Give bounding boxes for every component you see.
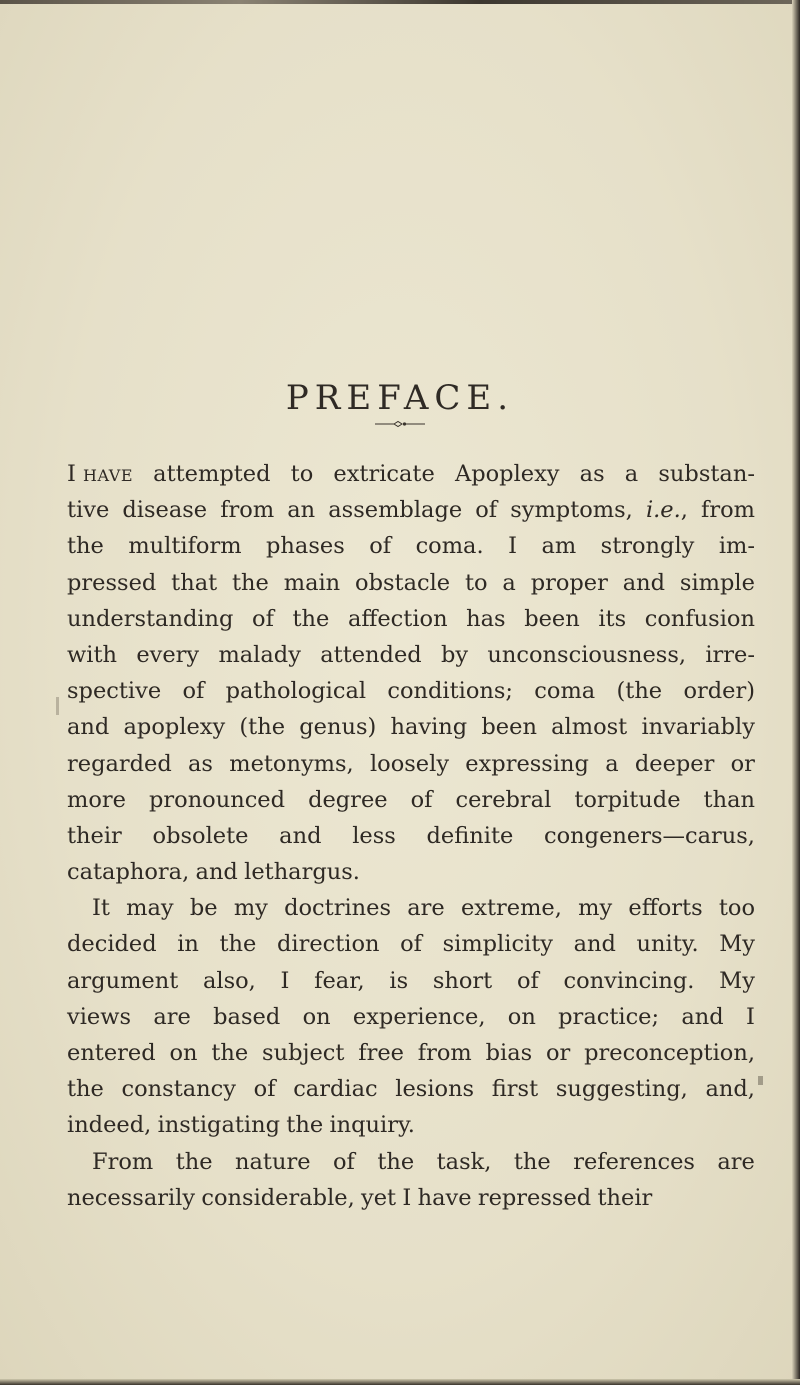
word: im- bbox=[718, 533, 755, 560]
word: conditions; bbox=[387, 678, 513, 705]
word: (the bbox=[239, 714, 286, 741]
text-line bbox=[67, 963, 755, 999]
word: be bbox=[189, 895, 218, 922]
page-top-edge bbox=[0, 0, 800, 4]
word: are bbox=[153, 1003, 191, 1030]
word: based bbox=[213, 1003, 281, 1030]
word: cataphora, bbox=[67, 859, 190, 886]
word: invariably bbox=[641, 714, 755, 741]
word: proper bbox=[530, 569, 608, 596]
word: and bbox=[622, 569, 666, 596]
word: and bbox=[279, 822, 322, 849]
word: the bbox=[175, 1148, 213, 1175]
text-line bbox=[67, 637, 755, 673]
word: been bbox=[481, 714, 537, 741]
word: of bbox=[400, 931, 422, 958]
word: multiform bbox=[128, 533, 242, 560]
word: cerebral bbox=[455, 786, 552, 813]
word: and, bbox=[705, 1076, 755, 1103]
word: congeners—carus, bbox=[544, 822, 755, 849]
opening-words bbox=[67, 456, 133, 492]
word: of bbox=[253, 1076, 276, 1103]
word: on bbox=[302, 1003, 331, 1030]
text-line bbox=[67, 1180, 755, 1216]
word: bias bbox=[485, 1040, 533, 1066]
word: my bbox=[233, 895, 268, 922]
word: from bbox=[417, 1040, 472, 1066]
word: attempted bbox=[153, 461, 271, 487]
word: argument bbox=[67, 967, 179, 994]
word: that bbox=[171, 569, 218, 596]
word: their bbox=[597, 1184, 653, 1211]
word: I bbox=[508, 533, 517, 560]
word: My bbox=[719, 931, 755, 958]
word: am bbox=[541, 533, 577, 560]
word: more bbox=[67, 786, 126, 813]
text-line bbox=[67, 1035, 755, 1071]
word: deeper bbox=[634, 750, 715, 777]
word: and bbox=[681, 1003, 724, 1030]
word: preconception, bbox=[584, 1040, 755, 1066]
initial-letter: I bbox=[67, 461, 84, 487]
word: the bbox=[292, 605, 330, 632]
word: a bbox=[624, 461, 639, 487]
word: subject bbox=[262, 1040, 345, 1066]
word: or bbox=[730, 750, 755, 777]
word: by bbox=[440, 641, 469, 668]
word: of bbox=[410, 786, 433, 813]
word: as bbox=[188, 750, 213, 777]
text-line bbox=[67, 926, 755, 962]
word: fear, bbox=[314, 967, 365, 994]
word: malady bbox=[218, 641, 301, 668]
word: entered bbox=[67, 1040, 156, 1066]
word: less bbox=[352, 822, 396, 849]
text-line bbox=[67, 528, 755, 564]
word: confusion bbox=[644, 605, 755, 632]
word: of bbox=[369, 533, 392, 560]
word: is bbox=[389, 967, 409, 994]
word: repressed bbox=[477, 1184, 592, 1211]
word: first bbox=[491, 1076, 539, 1103]
word: obstacle bbox=[355, 569, 451, 596]
word: every bbox=[136, 641, 200, 668]
word: unconsciousness, bbox=[487, 641, 687, 668]
text-line bbox=[67, 673, 755, 709]
word: From bbox=[92, 1148, 154, 1175]
word: My bbox=[719, 967, 755, 994]
word: cardiac bbox=[293, 1076, 378, 1103]
word: than bbox=[703, 786, 755, 813]
word: obsolete bbox=[152, 822, 249, 849]
word: from bbox=[220, 497, 275, 524]
word: order) bbox=[683, 678, 755, 705]
word: too bbox=[718, 895, 755, 922]
rule-ornament-icon bbox=[375, 419, 425, 429]
word: the bbox=[377, 1148, 415, 1175]
word: necessarily bbox=[67, 1184, 196, 1211]
page-speck bbox=[758, 1076, 763, 1085]
word: practice; bbox=[558, 1003, 660, 1030]
word: (the bbox=[616, 678, 663, 705]
preface-body bbox=[67, 456, 755, 1216]
word: loosely bbox=[369, 750, 450, 777]
word: the bbox=[232, 569, 269, 596]
text-line bbox=[67, 746, 755, 782]
word: the bbox=[219, 931, 257, 958]
word: lesions bbox=[395, 1076, 475, 1103]
word: lethargus. bbox=[244, 859, 360, 886]
word: of bbox=[332, 1148, 355, 1175]
word: main bbox=[283, 569, 341, 596]
word: pronounced bbox=[148, 786, 286, 813]
word: direction bbox=[276, 931, 380, 958]
text-line bbox=[67, 709, 755, 745]
text-line bbox=[67, 999, 755, 1035]
word: doctrines bbox=[284, 895, 392, 922]
word: have bbox=[417, 1184, 472, 1211]
word: indeed, bbox=[67, 1112, 152, 1139]
word: suggesting, bbox=[555, 1076, 688, 1103]
word: Apoplexy bbox=[454, 461, 560, 487]
word: and bbox=[573, 931, 616, 958]
word: may bbox=[126, 895, 174, 922]
word: convincing. bbox=[563, 967, 695, 994]
word: and bbox=[67, 714, 110, 741]
margin-mark bbox=[56, 697, 59, 715]
page-bottom-edge bbox=[0, 1379, 800, 1385]
word: inquiry. bbox=[329, 1112, 415, 1139]
word: has bbox=[466, 605, 506, 632]
word: metonyms, bbox=[229, 750, 354, 777]
word: on bbox=[507, 1003, 536, 1030]
text-line bbox=[67, 818, 755, 854]
word: yet bbox=[361, 1184, 397, 1211]
word: pathological bbox=[225, 678, 367, 705]
word: regarded bbox=[67, 750, 172, 777]
word: short bbox=[432, 967, 493, 994]
word: I bbox=[402, 1184, 412, 1211]
word: degree bbox=[308, 786, 388, 813]
word: disease bbox=[122, 497, 208, 524]
word: an bbox=[287, 497, 316, 524]
text-line bbox=[67, 565, 755, 601]
word: the bbox=[67, 1076, 104, 1103]
word: references bbox=[573, 1148, 695, 1175]
word: substan- bbox=[658, 461, 755, 487]
word: experience, bbox=[352, 1003, 486, 1030]
word: phases bbox=[266, 533, 345, 560]
word: to bbox=[290, 461, 314, 487]
word: efforts bbox=[628, 895, 703, 922]
word: task, bbox=[436, 1148, 492, 1175]
text-line bbox=[67, 854, 755, 890]
word: my bbox=[578, 895, 613, 922]
word: of bbox=[475, 497, 498, 524]
word: simplicity bbox=[442, 931, 554, 958]
word: also, bbox=[202, 967, 256, 994]
word: i.e., bbox=[645, 497, 688, 524]
word: the bbox=[211, 1040, 249, 1066]
word: spective bbox=[67, 678, 162, 705]
word: definite bbox=[426, 822, 514, 849]
page-title: PREFACE. bbox=[285, 378, 515, 418]
word: of bbox=[252, 605, 274, 632]
text-line bbox=[67, 890, 755, 926]
word: and bbox=[195, 859, 238, 886]
word: attended bbox=[320, 641, 422, 668]
word: constancy bbox=[121, 1076, 236, 1103]
word: the bbox=[286, 1112, 324, 1139]
word: apoplexy bbox=[123, 714, 226, 741]
word: free bbox=[358, 1040, 404, 1066]
word: of bbox=[516, 967, 539, 994]
word: been bbox=[524, 605, 580, 632]
word: the bbox=[67, 533, 104, 560]
word: a bbox=[605, 750, 619, 777]
word: nature bbox=[235, 1148, 311, 1175]
text-line bbox=[67, 601, 755, 637]
text-line bbox=[67, 1071, 755, 1107]
word: in bbox=[177, 931, 199, 958]
word: torpitude bbox=[574, 786, 681, 813]
word: are bbox=[407, 895, 445, 922]
word: expressing bbox=[465, 750, 589, 777]
word: strongly bbox=[600, 533, 695, 560]
word: unity. bbox=[636, 931, 699, 958]
word: It bbox=[92, 895, 110, 922]
word: simple bbox=[679, 569, 755, 596]
word: I bbox=[746, 1003, 755, 1030]
word: I bbox=[280, 967, 290, 994]
word: are bbox=[717, 1148, 755, 1175]
word: of bbox=[182, 678, 205, 705]
word: from bbox=[701, 497, 755, 524]
word: almost bbox=[551, 714, 628, 741]
word: as bbox=[579, 461, 605, 487]
word: or bbox=[545, 1040, 571, 1066]
word: extricate bbox=[333, 461, 435, 487]
word: having bbox=[390, 714, 468, 741]
word: understanding bbox=[67, 605, 234, 632]
word: genus) bbox=[299, 714, 377, 741]
word: pressed bbox=[67, 569, 157, 596]
word: instigating bbox=[157, 1112, 280, 1139]
text-line bbox=[67, 492, 755, 528]
word: assemblage bbox=[328, 497, 463, 524]
word: their bbox=[67, 822, 122, 849]
word: coma bbox=[534, 678, 596, 705]
word: extreme, bbox=[460, 895, 562, 922]
word: irre- bbox=[705, 641, 755, 668]
word: decided bbox=[67, 931, 157, 958]
small-caps-word: have bbox=[83, 461, 133, 487]
word: views bbox=[67, 1003, 132, 1030]
word: to bbox=[464, 569, 488, 596]
word: symptoms, bbox=[510, 497, 633, 524]
text-line bbox=[67, 1144, 755, 1180]
word: coma. bbox=[415, 533, 484, 560]
word: its bbox=[598, 605, 627, 632]
word: the bbox=[513, 1148, 551, 1175]
page-right-edge bbox=[792, 0, 800, 1385]
word: tive bbox=[67, 497, 110, 524]
word: with bbox=[67, 641, 117, 668]
text-line bbox=[67, 456, 755, 492]
word: on bbox=[169, 1040, 198, 1066]
word: considerable, bbox=[201, 1184, 355, 1211]
text-line bbox=[67, 1107, 755, 1143]
word: a bbox=[502, 569, 516, 596]
text-line bbox=[67, 782, 755, 818]
word: affection bbox=[347, 605, 448, 632]
